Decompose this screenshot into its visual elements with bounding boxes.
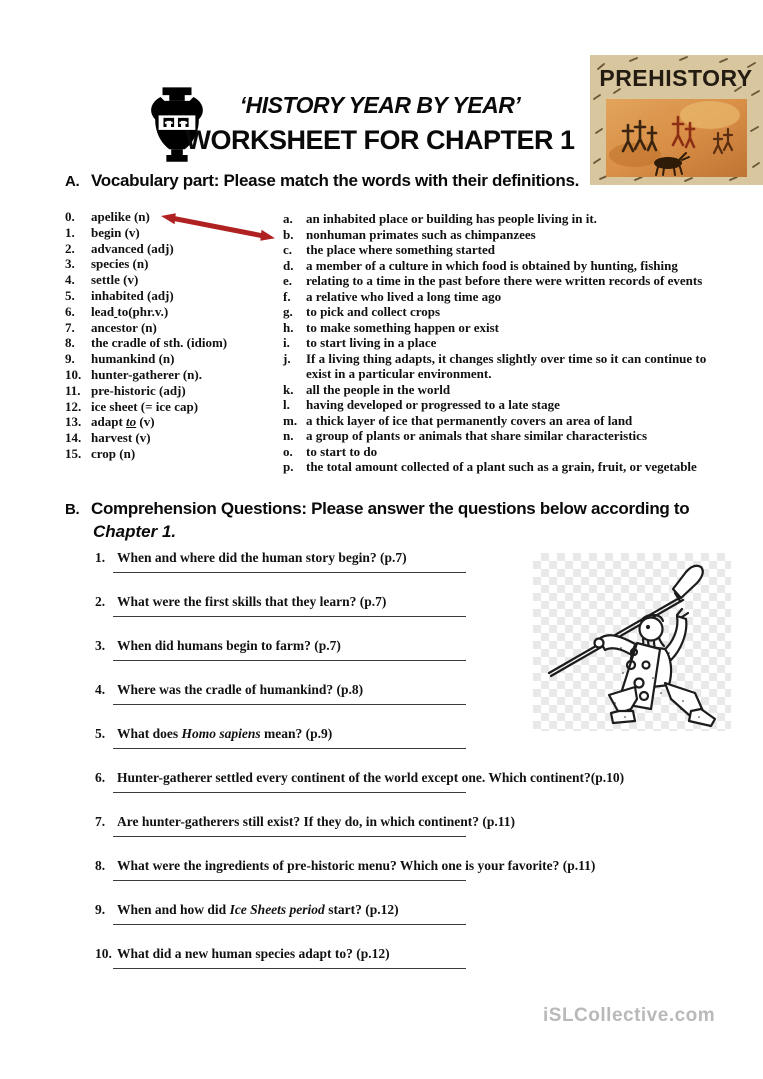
question-row: [95, 813, 624, 831]
match-example-arrow: [158, 211, 278, 243]
prehistory-image: [590, 55, 763, 185]
vocab-word-label: ancestor (n): [91, 319, 157, 335]
caveman-illustration: [533, 553, 731, 731]
definition-line: If a living thing adapts, it changes slightly over time so it can continue to: [306, 350, 707, 366]
question-row: [95, 769, 624, 787]
vocab-word-row: [65, 320, 227, 336]
worksheet-subtitle: WORKSHEET FOR CHAPTER 1: [185, 125, 575, 155]
definition-row: [283, 273, 706, 289]
definition-letter: n.: [283, 428, 294, 443]
vocab-word-number: 3.: [65, 256, 75, 272]
answer-blank-line: [113, 968, 466, 969]
definition-letter: j.: [283, 350, 291, 366]
definition-text: [306, 459, 697, 475]
vocab-word-label: advanced (adj): [91, 240, 174, 256]
answer-blank-line: [113, 836, 466, 837]
vocab-word-label: settle (v): [91, 272, 139, 288]
definition-row: [283, 397, 706, 413]
vocab-word-row: [65, 383, 227, 399]
question-block: [95, 901, 624, 945]
question-block: [95, 769, 624, 813]
answer-blank-line: [113, 704, 466, 705]
question-text: When and where did the human story begin? (p.7): [117, 550, 407, 565]
vocab-word-label: adapt to (v): [91, 414, 155, 430]
vocab-word-number: 8.: [65, 335, 75, 351]
vocab-word-number: 5.: [65, 287, 75, 303]
vocab-word-label: ice sheet (= ice cap): [91, 398, 199, 414]
question-number: 5.: [95, 726, 106, 741]
vocab-word-number: 10.: [65, 366, 82, 382]
vocab-word-label: crop (n): [91, 445, 136, 461]
question-number: 7.: [95, 814, 106, 829]
definition-text: [306, 211, 597, 227]
vocab-word-row: [65, 430, 227, 446]
definition-line: having developed or progressed to a late stage: [306, 397, 560, 412]
vocab-word-number: 1.: [65, 224, 75, 240]
definition-text: [306, 382, 450, 398]
question-text: When did humans begin to farm? (p.7): [117, 638, 341, 653]
question-number: 6.: [95, 770, 106, 785]
vocab-word-number: 13.: [65, 414, 82, 430]
question-block: [95, 725, 624, 769]
vocab-word-number: 7.: [65, 319, 75, 335]
definition-text: [306, 258, 678, 274]
definition-line: a thick layer of ice that permanently covers an area of land: [306, 412, 633, 428]
vocab-word-number: 6.: [65, 303, 75, 319]
definition-row: [283, 289, 706, 305]
definition-text: [306, 242, 495, 258]
definition-row: [283, 242, 706, 258]
vocab-word-label: inhabited (adj): [91, 287, 174, 303]
definition-text: [306, 304, 440, 320]
definition-row: [283, 335, 706, 351]
vocab-word-number: 4.: [65, 272, 75, 288]
section-a-heading: [65, 171, 579, 191]
definition-letter: a.: [283, 211, 293, 226]
definition-letter: p.: [283, 459, 294, 474]
answer-blank-line: [113, 616, 466, 617]
answer-blank-line: [113, 880, 466, 881]
vocab-word-label: humankind (n): [91, 351, 175, 367]
definition-row: [283, 413, 706, 429]
question-row: [95, 857, 624, 875]
vocab-word-row: [65, 446, 227, 462]
section-a-heading-text: Vocabulary part: Please match the words with their definitions.: [91, 171, 580, 190]
question-number: 2.: [95, 594, 106, 609]
question-number: 9.: [95, 902, 106, 917]
question-text: What were the first skills that they learn? (p.7): [117, 594, 387, 609]
definition-text: [306, 289, 501, 305]
question-number: 3.: [95, 638, 106, 653]
definition-row: [283, 351, 706, 382]
question-number: 10.: [95, 946, 112, 961]
vocab-word-row: [65, 272, 227, 288]
vocab-word-label: hunter-gatherer (n).: [91, 366, 202, 382]
vocab-word-number: 9.: [65, 351, 75, 367]
question-text: What were the ingredients of pre-historic menu? Which one is your favorite? (p.11): [117, 858, 596, 873]
answer-blank-line: [113, 748, 466, 749]
vocab-word-number: 15.: [65, 445, 82, 461]
definition-line: a relative who lived a long time ago: [306, 288, 502, 304]
definition-line: exist in a particular environment.: [306, 366, 492, 381]
vocab-definitions: [283, 211, 706, 475]
definition-row: [283, 304, 706, 320]
question-text: What did a new human species adapt to? (p.12): [117, 946, 390, 961]
definition-row: [283, 227, 706, 243]
question-text: Are hunter-gatherers still exist? If they do, in which continent? (p.11): [117, 814, 515, 829]
islcollective-watermark: iSLCollective.com: [543, 1005, 716, 1026]
definition-row: [283, 459, 706, 475]
section-b-heading: [65, 499, 689, 519]
definition-text: [306, 227, 536, 243]
vocab-word-number: 0.: [65, 209, 75, 224]
definition-letter: k.: [283, 381, 294, 397]
vocab-word-label: begin (v): [91, 224, 140, 240]
definition-line: to start to do: [306, 443, 378, 459]
question-number: 8.: [95, 858, 106, 873]
definition-text: [306, 335, 436, 351]
question-text: When and how did Ice Sheets period start? (p.12): [117, 902, 399, 917]
definition-letter: m.: [283, 412, 298, 428]
question-row: [95, 901, 624, 919]
vocab-word-number: 12.: [65, 398, 82, 414]
definition-letter: l.: [283, 397, 290, 412]
question-block: [95, 945, 624, 989]
definition-text: [306, 351, 706, 382]
question-block: [95, 857, 624, 901]
vocab-word-row: [65, 288, 227, 304]
vocab-word-row: [65, 335, 227, 351]
section-b-heading-text: Comprehension Questions: Please answer the questions below according to: [91, 499, 690, 518]
vocab-word-label: pre-historic (adj): [91, 382, 186, 398]
definition-text: [306, 444, 377, 460]
definition-text: [306, 273, 702, 289]
vocab-word-label: apelike (n): [91, 209, 150, 224]
prehistory-caption: PREHISTORY: [599, 65, 753, 91]
definition-letter: g.: [283, 304, 293, 319]
question-row: [95, 945, 624, 963]
vocab-word-row: [65, 367, 227, 383]
definition-text: [306, 397, 560, 413]
definition-line: a member of a culture in which food is obtained by hunting, fishing: [306, 257, 678, 273]
definition-row: [283, 444, 706, 460]
definition-line: to start living in a place: [306, 335, 437, 350]
question-block: [95, 813, 624, 857]
question-text: Where was the cradle of humankind? (p.8): [117, 682, 364, 697]
question-number: 1.: [95, 550, 106, 565]
vocab-word-row: [65, 256, 227, 272]
definition-letter: c.: [283, 242, 293, 257]
section-b-heading-line2: Chapter 1.: [93, 522, 177, 541]
vocab-word-row: [65, 351, 227, 367]
definition-line: the place where something started: [306, 242, 495, 257]
definition-line: relating to a time in the past before there were written records of events: [306, 273, 703, 288]
definition-line: to pick and collect crops: [306, 304, 441, 319]
vocab-word-row: [65, 399, 227, 415]
definition-row: [283, 320, 706, 336]
definition-letter: f.: [283, 288, 291, 304]
definition-row: [283, 382, 706, 398]
answer-blank-line: [113, 572, 466, 573]
definition-text: [306, 413, 632, 429]
answer-blank-line: [113, 660, 466, 661]
definition-line: to make something happen or exist: [306, 319, 499, 335]
definition-line: nonhuman primates such as chimpanzees: [306, 226, 536, 242]
definition-line: the total amount collected of a plant such as a grain, fruit, or vegetable: [306, 459, 697, 474]
vocab-word-number: 14.: [65, 430, 82, 446]
answer-blank-line: [113, 924, 466, 925]
vocab-word-number: 11.: [65, 382, 81, 398]
definition-text: [306, 428, 647, 444]
worksheet-title: ‘HISTORY YEAR BY YEAR’: [239, 92, 521, 118]
definition-letter: o.: [283, 443, 293, 459]
question-text: What does Homo sapiens mean? (p.9): [117, 726, 333, 741]
caveman-drawing: [533, 553, 731, 731]
cave-painting: [606, 99, 747, 177]
definition-row: [283, 211, 706, 227]
vocab-word-label: species (n): [91, 256, 149, 272]
definition-line: all the people in the world: [306, 381, 451, 397]
definition-text: [306, 320, 499, 336]
vocab-word-label: lead to(phr.v.): [91, 303, 169, 319]
vocab-word-label: the cradle of sth. (idiom): [91, 335, 228, 351]
vocab-word-row: [65, 304, 227, 320]
question-number: 4.: [95, 682, 106, 697]
definition-row: [283, 258, 706, 274]
definition-letter: b.: [283, 226, 294, 242]
vocab-word-label: harvest (v): [91, 430, 151, 446]
vocab-word-number: 2.: [65, 240, 75, 256]
section-b-label: B.: [65, 501, 80, 518]
vocab-word-row: [65, 414, 227, 430]
definition-letter: d.: [283, 257, 294, 273]
definition-letter: i.: [283, 335, 290, 350]
definition-line: a group of plants or animals that share similar characteristics: [306, 428, 648, 443]
section-a-label: A.: [65, 173, 80, 190]
vocab-words: [65, 209, 227, 462]
definition-letter: e.: [283, 273, 293, 288]
definition-row: [283, 428, 706, 444]
definition-letter: h.: [283, 319, 294, 335]
answer-blank-line: [113, 792, 466, 793]
definition-line: an inhabited place or building has people living in it.: [306, 211, 597, 226]
question-text: Hunter-gatherer settled every continent of the world except one. Which continent?(p.10): [117, 770, 625, 785]
